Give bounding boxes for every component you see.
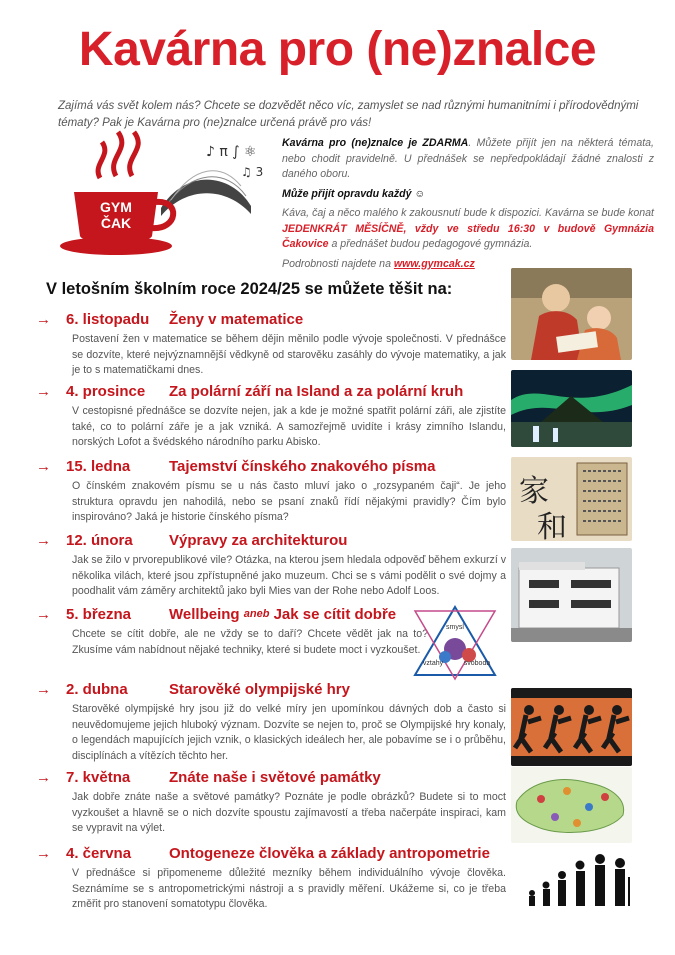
svg-text:♫ 3: ♫ 3 [241, 165, 264, 179]
event-desc: Jak se žilo v prvorepublikové vile? Otázka, na kterou jsem hledala odpověď během exkurzí v několika vilách, které jsou zpřístupněné jako muzeum. Chci se s vámi podělit o své dojmy a poodhalit vám záměry architektů jako byli Mies van der Rohe nebo Adolf Loos. [72, 554, 507, 597]
arrow-icon: → [36, 531, 51, 549]
human-development-silhouettes-image [524, 843, 634, 908]
event-desc: O čínském znakovém písmu se u nás často mluví jako o „rozsypaném čaji“. Je jeho struktura opravdu jen nahodilá, nebo se psaní znaků řídí nějakými pravidly? Čím bylo inspirováno? Jaká je historie čínského písma? [72, 480, 506, 523]
wellbeing-triangle-diagram [413, 603, 498, 683]
page-title: Kavárna pro (ne)znalce [78, 23, 597, 76]
event-item: → 6. listopadu Ženy v matematice Postavení žen v matematice se během dějin měnilo podle vývoje společnosti. V přednášce se dozvíte, které nejvýznamnější vědkyně od starověku zasáhly do vývoje matematiky, a jak je to s matematičkami dnes. [36, 309, 506, 379]
event-item: → 4. června Ontogeneze člověka a základy antropometrie V přednášce si připomeneme důležité mezníky během individuálního vývoje člověka. Seznámíme se s antropometrickými nástroji a s pravidly měření. Ukážeme si, co je třeba změřit pro stanovení somatotypu člověka. [36, 843, 506, 913]
event-title: Výpravy za architekturou [169, 531, 348, 549]
info-schedule: JEDENKRÁT MĚSÍČNĚ, vždy ve středu 16:30 v budově [282, 222, 596, 235]
arrow-icon: → [36, 844, 51, 862]
event-item: → 4. prosince Za polární září na Island a za polární kruh V cestopisné přednášce se dozvíte nejen, jak a kde je možné spatřit polární záři, ale zjistíte také, co to polární záře je a jak vzniká. A samozřejmě uvidíte i krásy zimního Islandu, norských Lofot a švédského národního parku Abisko. [36, 381, 506, 451]
event-desc: V cestopisné přednášce se dozvíte nejen, jak a kde je možné spatřit polární záři, ale zjistíte také, co to polární záře je a jak vzniká. A samozřejmě uvidíte i krásy zimního Islandu, norských Lofot a švédského národního parku Abisko. [72, 405, 506, 448]
svg-text:家: 家 [519, 474, 549, 509]
season-heading: V letošním školním roce 2024/25 se můžete těšit na: [46, 280, 453, 298]
event-desc: Starověké olympijské hry jsou již do velké míry jen upomínkou dávných dob a často si neuvědomujeme jejich hluboký význam. Dozvíte se nejen to, proč se Olympijské hry konaly, o legendách mapujících jejich vznik, o klasických ideálech her, ale pobavíme se i o průběhu, disciplínách a vítězích těchto her. [72, 703, 506, 762]
logo-text-cak: ČAK [100, 215, 132, 231]
chinese-calligraphy-image [511, 457, 632, 541]
event-title: Ženy v matematice [169, 310, 304, 328]
event-desc: Jak dobře znáte naše a světové památky? Poznáte je podle obrázků? Budete si to moct vyzkoušet a hlavně se o nich dozvíte spoustu zajímavostí a třeba načerpáte inspiraci, kam se vypravit na výlet. [72, 791, 506, 834]
arrow-icon: → [36, 382, 51, 400]
aurora-image [511, 370, 632, 447]
wellbeing-right-label: svoboda [463, 660, 491, 667]
villa-architecture-image [511, 548, 632, 642]
svg-text:和: 和 [537, 510, 567, 541]
website-link[interactable]: www.gymcak.cz [393, 257, 475, 270]
event-item: → 12. února Výpravy za architekturou Jak se žilo v prvorepublikové vile? Otázka, na kterou jsem hledala odpověď během exkurzí v několika vilách, které jsou zpřístupněné jako muzeum. Chci se s vámi podělit o své dojmy a poodhalit vám záměry architektů jako byli Mies van der Rohe nebo Adolf Loos. [36, 530, 506, 600]
cafe-logo [56, 128, 274, 263]
event-desc: Postavení žen v matematice se během dějin měnilo podle vývoje společnosti. V přednášce se dozvíte, které nejvýznamnější vědkyně od starověku zasáhly do vývoje matematiky, a jak je to s matematičkami dnes. [72, 333, 506, 376]
arrow-icon: → [36, 457, 51, 475]
renaissance-painting-image [511, 268, 632, 360]
arrow-icon: → [36, 680, 51, 698]
logo-text-gym: GYM [100, 199, 132, 215]
event-title: Ontogeneze člověka a základy antropometrie [169, 844, 490, 862]
event-title: Za polární září na Island a za polární kruh [169, 382, 464, 400]
event-item: → 15. ledna Tajemství čínského znakového písma O čínském znakovém písmu se u nás často mluví jako o „rozsypaném čaji“. Je jeho struktura opravdu jen nahodilá, nebo se psaní znaků řídí nějakými pravidly? Čím bylo inspirováno? Jaká je historie čínského písma? [36, 456, 506, 526]
greek-vase-runners-image [511, 688, 632, 766]
event-title: Znáte naše i světové památky [169, 768, 381, 786]
arrow-icon: → [36, 310, 51, 328]
wellbeing-top-label: smysl [446, 624, 464, 631]
event-desc: V přednášce si připomeneme důležité mezníky během individuálního vývoje člověka. Seznámíme se s antropometrickými nástroji a s pravidly měření. Ukážeme si, co je třeba změřit pro stanovení somatotypu člověka. [72, 867, 506, 910]
wellbeing-left-label: vztahy [422, 660, 444, 667]
event-title: Tajemství čínského znakového písma [169, 457, 436, 475]
event-desc: Chcete se cítit dobře, ale ne vždy se to daří? Chcete vědět jak na to? Zkusíme vám nabídnout nějaké techniky, které si budete moct i vyzkoušet. [72, 628, 428, 656]
event-item: → 7. května Znáte naše i světové památky Jak dobře znáte naše a světové památky? Poznáte je podle obrázků? Budete si to moct vyzkoušet a hlavně se o nich dozvíte spoustu zajímavostí a třeba načerpáte inspiraci, kam se vypravit na výlet. [36, 767, 506, 837]
info-free-label: Kavárna pro (ne)znalce je ZDARMA [282, 137, 469, 149]
info-block: Kavárna pro (ne)znalce je ZDARMA. Můžete přijít jen na některá témata, nebo chodit pravidelně. U přednášek se nepředpokládají žádné znalosti z daného oboru. Může přijít opravdu každý ☺ Káva, čaj a něco malého k zakousnutí bude k dispozici. Kavárna se bude konat JEDENKRÁT MĚSÍČNĚ, vždy ve středu 16:30 v budově Gymnázia Čakovice a přednášet budou pedagogové gymnázia. Podrobnosti najdete na www.gymcak.cz [282, 137, 655, 270]
event-item: → 5. března Wellbeing aneb Jak se cítit dobře Chcete se cítit dobře, ale ne vždy se to daří? Chcete vědět jak na to? Zkusíme vám nabídnout nějaké techniky, které si budete moct i vyzkoušet. [36, 604, 506, 658]
arrow-icon: → [36, 768, 51, 786]
event-item: → 2. dubna Starověké olympijské hry Starověké olympijské hry jsou již do velké míry jen upomínkou dávných dob a často si neuvědomujeme jejich hluboký význam. Dozvíte se nejen to, proč se Olympijské hry konaly, o legendách mapujících jejich vznik, o klasických ideálech her, ale pobavíme se i o průběhu, disciplínách a vítězích těchto her. [36, 679, 506, 764]
event-title: Starověké olympijské hry [169, 680, 350, 698]
intro-text: Zajímá vás svět kolem nás? Chcete se dozvědět něco víc, zamyslet se nad různými humanitními i přírodovědnými tématy? Pak je Kavárna pro (ne)znalce určená právě pro vás! [58, 100, 639, 129]
monuments-map-image [511, 767, 632, 843]
info-everyone: Může přijít opravdu každý ☺ [282, 187, 426, 200]
arrow-icon: → [36, 605, 51, 623]
svg-text:♪ π ∫ ⚛: ♪ π ∫ ⚛ [206, 144, 257, 160]
